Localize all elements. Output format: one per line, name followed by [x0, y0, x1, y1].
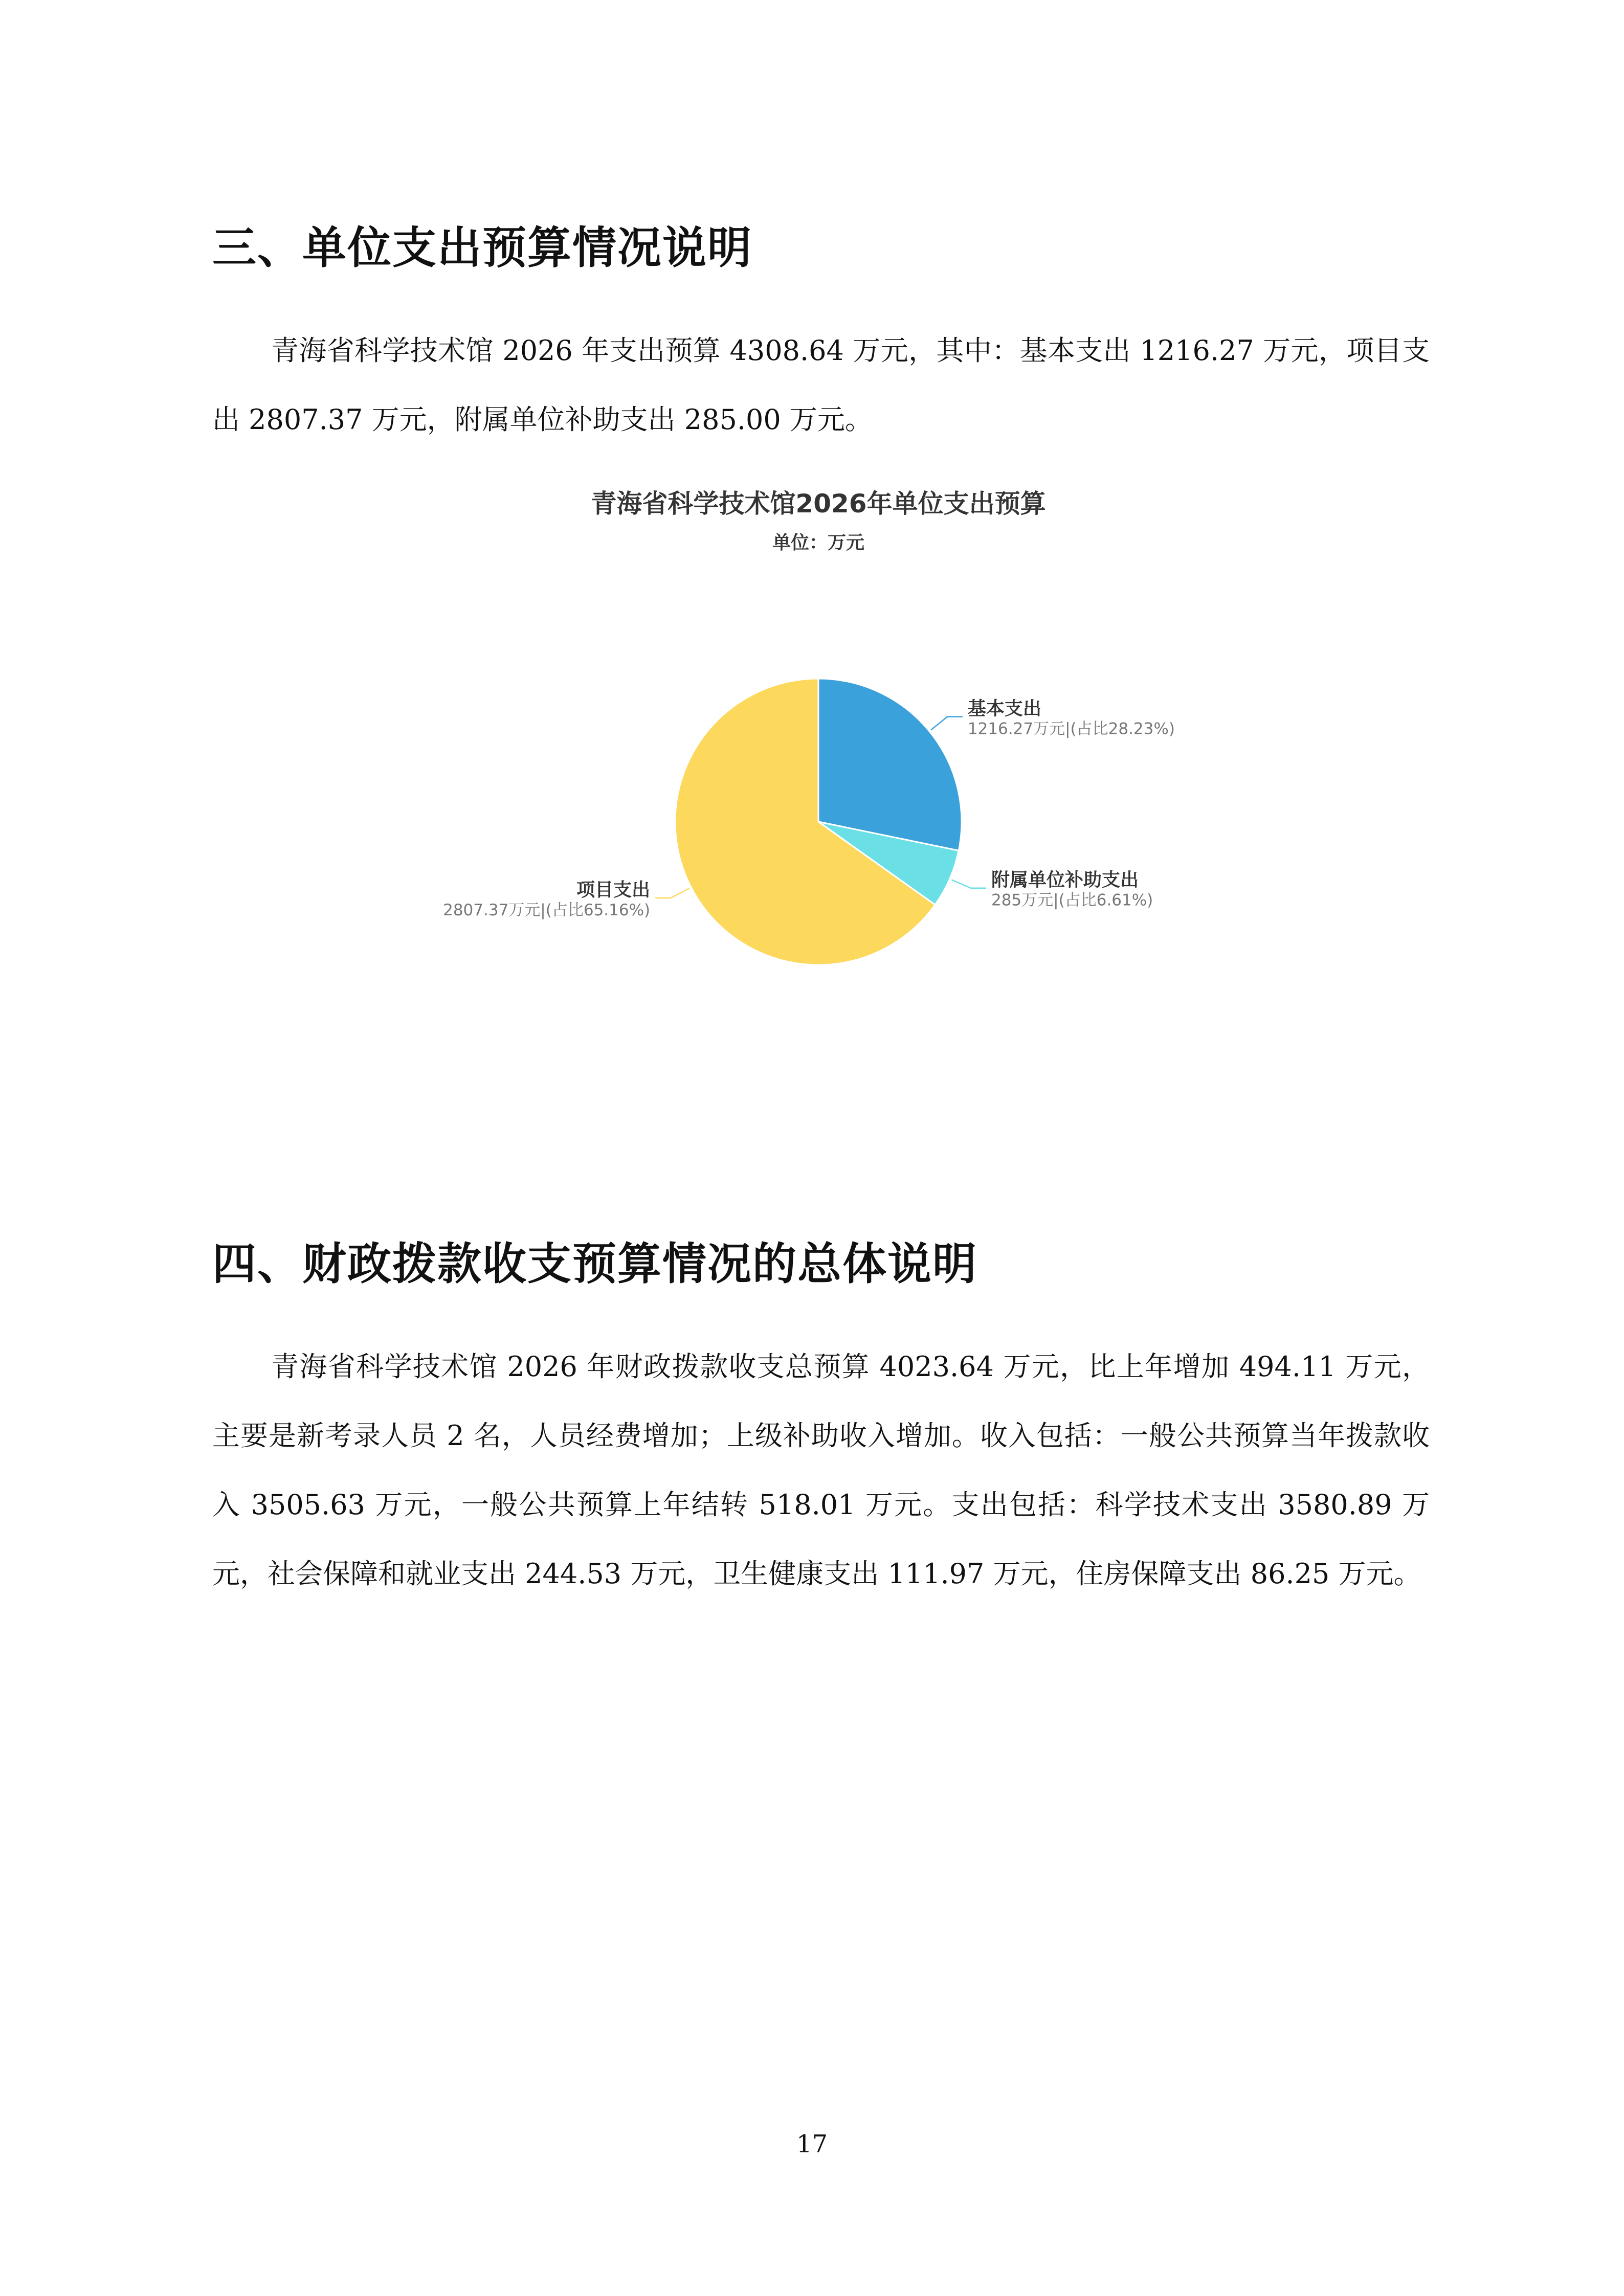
unit-expenditure-paragraph: 青海省科学技术馆 2026 年支出预算 4308.64 万元，其中：基本支出 1216.27 万元，项目支出 2807.37 万元，附属单位补助支出 285.00 万元。	[212, 334, 1430, 436]
pie-leader-line-2	[655, 888, 689, 898]
chart-subtitle: 单位：万元	[772, 532, 865, 553]
pie-slice-0	[818, 679, 962, 850]
page-number: 17	[796, 2130, 828, 2158]
section-heading-fiscal-appropriation: 四、财政拨款收支预算情况的总体说明	[212, 1239, 977, 1290]
pie-leader-line-0	[931, 717, 963, 730]
unit-expenditure-pie-chart	[368, 481, 1258, 982]
pie-label-detail-0: 1216.27万元|(占比28.23%)	[967, 719, 1175, 738]
chart-title: 青海省科学技术馆2026年单位支出预算	[591, 489, 1046, 519]
pie-label-detail-1: 285万元|(占比6.61%)	[991, 891, 1153, 910]
fiscal-appropriation-paragraph: 青海省科学技术馆 2026 年财政拨款收支总预算 4023.64 万元，比上年增加 494.11 万元，主要是新考录人员 2 名，人员经费增加；上级补助收入增加。收入包括：一般公共预算当年拨款收入 3505.63 万元，一般公共预算上年结转 518.01 万元。支出包括：科学技术支出 3580.89 万元，社会保障和就业支出 244.53 万元，卫生健康支出 111.97 万元，住房保障支出 86.25 万元。	[212, 1350, 1430, 1590]
section-heading-unit-expenditure: 三、单位支出预算情况说明	[212, 222, 752, 274]
pie-label-name-1: 附属单位补助支出	[991, 869, 1139, 891]
pie-label-detail-2: 2807.37万元|(占比65.16%)	[443, 901, 651, 919]
pie-label-name-2: 项目支出	[576, 879, 651, 901]
pie-label-name-0: 基本支出	[967, 698, 1041, 719]
pie-leader-line-1	[951, 880, 986, 888]
